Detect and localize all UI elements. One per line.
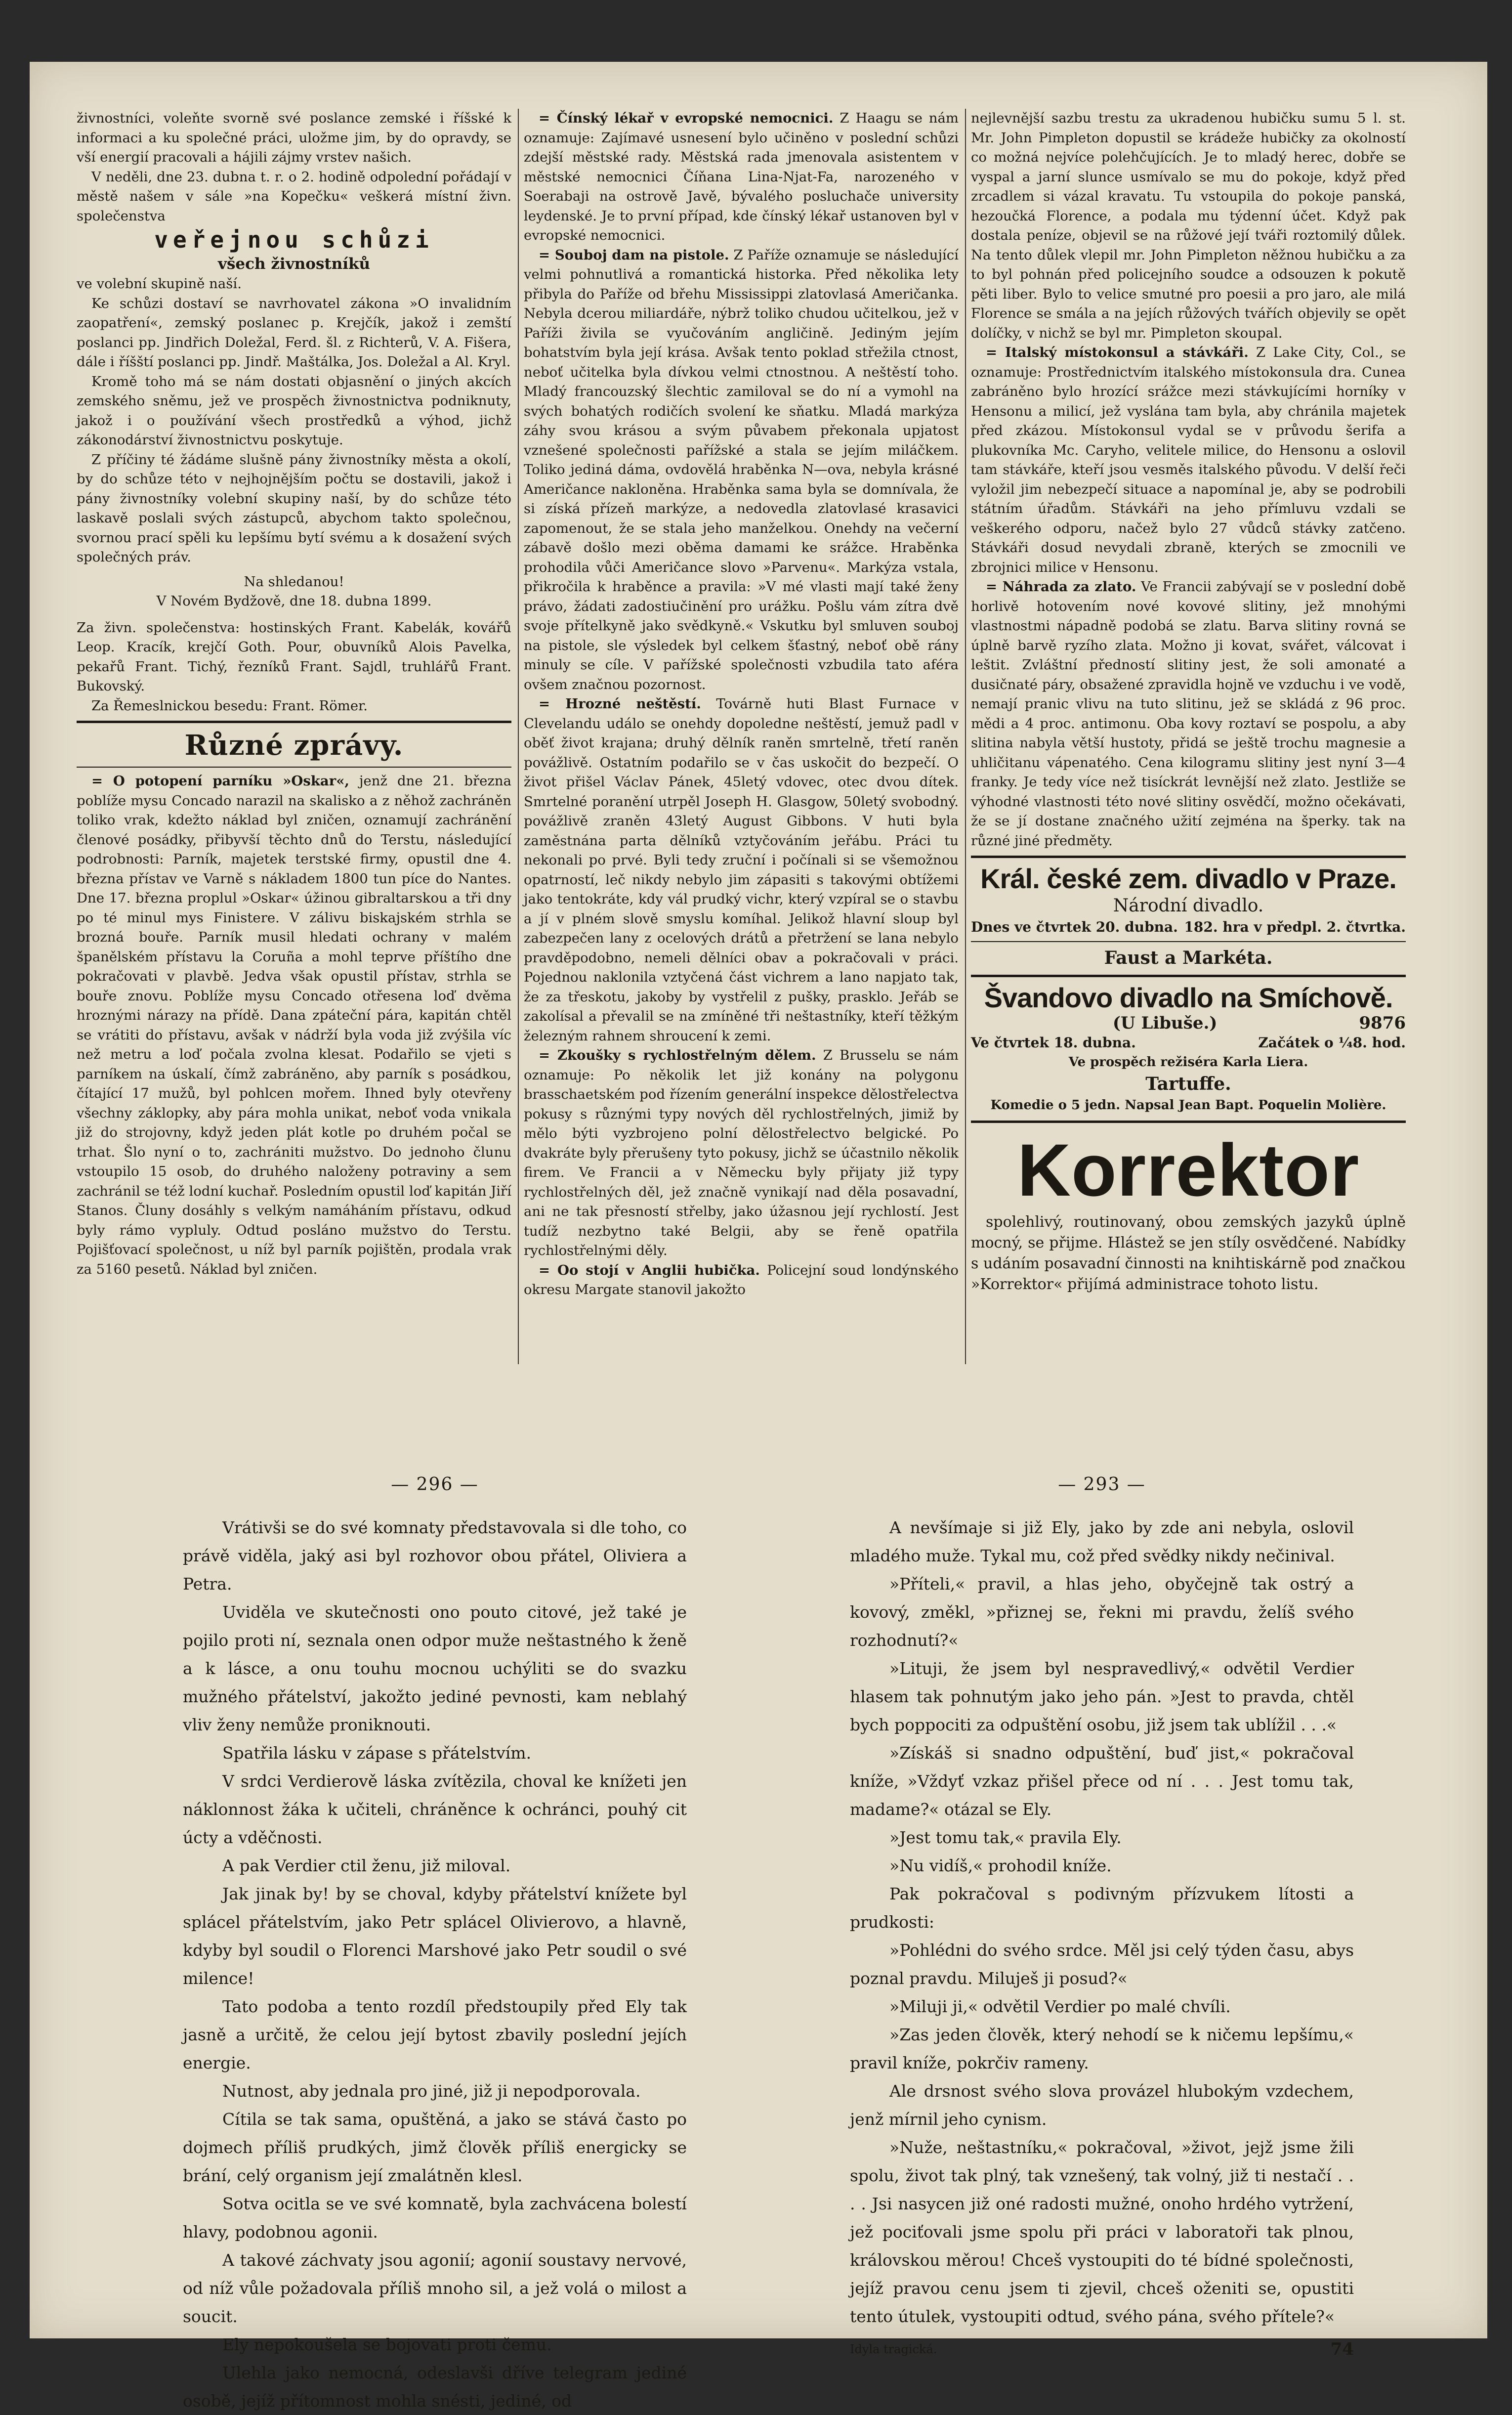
news-headline: = Souboj dam na pistole.: [539, 247, 729, 263]
ad-text: spolehlivý, routinovaný, obou zemských jazyků úplně mocný, se přijme. Hlástež se jen stíly osvědčené. Nabídky s udáním posavadní činnosti na knihtiskárně pod značkou »Korrektor« přijímá administrace tohoto listu.: [971, 1213, 1406, 1293]
novel-paragraph: Tato podoba a tento rozdíl předstoupily před Ely tak jasně a určitě, že celou její bytost zbavily poslední jejích energie.: [183, 1997, 687, 2072]
news-body: Z Brusselu se nám oznamuje: Po několik let již konány na polygonu brasschaetském pod řízením generální inspekce dělostřelectva pokusy s různými typy nových děl rychlostřelných, jimiž by mělo býti vyzbrojeno polní dělostřelectvo belgické. Po dvakráte byly přerušeny tyto pokusy, jichž se účastnilo několik firem. Ve Francii a v Německu byly přijaty již typy rychlostřelných děl, jež značně vynikají nad děla posavadní, ani ne tak přesností střelby, jako úžasnou její rychlostí. Jest tudíž nezbytno také Belgii, aby se řeně opatřila rychlostřelnými děly.: [524, 1047, 959, 1258]
right-column: [971, 109, 1406, 1359]
novel-paragraph: A nevšímaje si již Ely, jako by zde ani nebyla, oslovil mladého muže. Tykal mu, což před svědky nikdy nečinival.: [850, 1518, 1354, 1565]
novel-paragraph: »Nuže, neštastníku,« pokračoval, »život, jejž jsme žili spolu, život tak plný, tak vznešený, tak volný, již ti nestačí . . . . Jsi nasycen již oné radosti mužné, onoho hrdého vytržení, jež pociťovali jsme spolu při práci v laboratoři tak plnou, královskou měrou! Chceš vystoupiti do té bídné společnosti, jejíž pravou cenu jsem ti zjevil, chceš oženiti se, opustiti tento útulek, vystoupiti odtud, svého pána, svého přítele?«: [850, 2138, 1354, 2326]
theatre-info: 182. hra v předpl. 2. čtvrtka.: [1184, 919, 1406, 935]
signature-line: Za živn. společenstva: hostinských Frant. Kabelák, kovářů Leop. Kracík, krejčí Goth. Pour, obuvníků Alois Pavelka, pekařů Frant. Tichý, řezníků Frant. Sajdl, truhlářů Frant. Bukovský.: [77, 619, 511, 694]
novel-paragraph: Cítila se tak sama, opuštěná, a jako se stává často po dojmech příliš prudkých, jimž člověk příliš energicky se brání, celý organism její zmalátněn klesl.: [183, 2110, 687, 2185]
meeting-paragraph: Kromě toho má se nám dostati objasnění o jiných akcích zemského sněmu, jež ve prospěch živnostnictva podniknuty, jakož i o používání všech prostředků a výhod, jichž zákonodárství živnostnictvu poskytuje.: [77, 373, 511, 448]
news-body: Továrně huti Blast Furnace v Clevelandu událo se onehdy dopoledne neštěstí, jemuž padl v oběť život krajana; druhý dělník raněn smrtelně, třetí raněn povážlivě. Ostatním podařilo se v čas uskočit do bezpečí. O život přišel Václav Pánek, 45letý vdovec, otec dvou dítek. Smrtelné poranění utrpěl Joseph H. Glasgow, 50letý svobodný. povážlivě zraněn 43letý August Gibbons. V huti byla zaměstnána parta dělníků vztyčováním jeřábu. Práci tu nekonali po prvé. Byli tedy zruční i počínali si se všemožnou opatrností, leč nikdy nebylo jim zápasiti s takovými obtížemi jako tentokráte, kdy vál prudký vichr, který vzpíral se o stavbu a jí v plném slově smyslu komíhal. Jelikož hlavní sloup byl zabezpečen lany z ocelových drátů a přetržení se lana nebylo pravděpodobno, nemeli dělníci obav a pokračovali v práci. Pojednou naklonila vztyčená část vichrem a lano napjato tak, že za třeskotu, jakoby by vystřelil z pušky, prasklo. Jeřáb se zakolísal a převalil se na zmíněné tři neštastníky, kteří těžkým železným rahnem shroucení k zemi.: [524, 696, 959, 1044]
novel-paragraph: »Miluji ji,« odvětil Verdier po malé chvíli.: [889, 1997, 1231, 2016]
novel-paragraph: »Lituji, že jsem byl nespravedlivý,« odvětil Verdier hlasem tak pohnutým jako jeho pán. »Jest to pravda, chtěl bych popросiti za odpuštění osobu, již jsem tak ublížil . . .«: [850, 1659, 1354, 1734]
meeting-title: veřejnou schůzi: [154, 226, 434, 253]
novel-paragraph: Spatřila lásku v zápase s přátelstvím.: [222, 1743, 532, 1763]
theatre-number: 9876: [1359, 1013, 1406, 1033]
theatre-subtitle: Národní divadlo.: [1113, 896, 1264, 916]
middle-column: [524, 109, 959, 1359]
news-headline: = Zkoušky s rychlostřelným dělem.: [539, 1047, 816, 1063]
signature-line: Za Řemeslnickou besedu: Frant. Römer.: [91, 697, 368, 714]
newspaper-page: [30, 62, 1487, 2411]
novel-paragraph: »Příteli,« pravil, a hlas jeho, obyčejně tak ostrý a kovový, změkl, »přiznej se, řekni mi pravdu, želíš svého rozhodnutí?«: [850, 1574, 1354, 1650]
theatre-date: Ve čtvrtek 18. dubna.: [971, 1035, 1136, 1051]
divider: [77, 767, 511, 768]
theatre-date: Dnes ve čtvrtek 20. dubna.: [971, 919, 1178, 935]
play-title: Faust a Markéta.: [1104, 947, 1273, 968]
news-headline: = Hrozné neštěstí.: [539, 696, 701, 712]
divider: [971, 856, 1406, 858]
theatre-subtitle: (U Libuše.): [1112, 1013, 1218, 1033]
theatre-title: Král. české zem. divadlo v Praze.: [980, 863, 1396, 894]
novel-paragraph: »Zas jeden člověk, který nehodí se k ničemu lepšímu,« pravil kníže, pokrčiv rameny.: [850, 2025, 1354, 2072]
meeting-subtitle: všech živnostníků: [217, 255, 371, 273]
ad-headline: Korrektor: [1017, 1128, 1360, 1211]
news-headline: = Italský místokonsul a stávkáři.: [986, 345, 1249, 360]
novel-paragraph: A takové záchvaty jsou agonií; agonií soustavy nervové, od níž vůle požadovala příliš mnoho sil, a jež volá o milost a soucit.: [183, 2250, 687, 2326]
divider: [77, 721, 511, 723]
news-body: Z Haagu se nám oznamuje: Zajímavé usnesení bylo učiněno v poslední schůzi zdejší městské rady. Městská rada jmenovala asistentem v městské nemocnici Číňana Lina-Njat-Fa, narozeného v Soerabaji na ostrově Javě, bývalého posluchače university leydenské. Je to první případ, kde čínský lékař ustanoven byl v evropské nemocnici.: [524, 110, 959, 243]
novel-paragraph: »Nu vidíš,« prohodil kníže.: [889, 1856, 1112, 1875]
novel-paragraph: Uviděla ve skutečnosti ono pouto citové, jež také je pojilo proti ní, seznala onen odpor muže neštastného k ženě a k lásce, a onu touhu mocnou uchýliti se do svazku mužného přátelství, jakožto jediné pevnosti, kam neblahý vliv ženy nemůže proniknouti.: [183, 1602, 687, 1734]
play-title: Tartuffe.: [1145, 1074, 1231, 1094]
play-description: Komedie o 5 jedn. Napsal Jean Bapt. Poquelin Molière.: [990, 1098, 1386, 1113]
column-rule: [965, 109, 966, 1364]
novel-paragraph: Pak pokračoval s podivným přízvukem lítosti a prudkosti:: [850, 1884, 1354, 1932]
novel-paragraph: Vrátivši se do své komnaty představovala si dle toho, co právě viděla, jaký asi byl rozhovor obou přátel, Oliviera a Petra.: [183, 1518, 687, 1594]
news-headline: = Čínský lékař v evropské nemocnici.: [539, 110, 834, 126]
greeting: Na shledanou!: [244, 573, 344, 590]
left-column: [77, 109, 511, 1359]
news-body: Z Paříže oznamuje se následující velmi pohnutlivá a romantická historka. Před několika lety přibyla do Paříže od břehu Mississippi zlatovlasá Američanka. Nebyla dcerou miliardáře, nýbrž toliko chudou učitelkou, jež v Paříži živila se vyučováním angličině. Jediným jejím bohatstvím byla její krása. Avšak tento poklad střežila ctnost, neboť učitelka byla dívkou velmi ctnostnou. A neštěstí toho. Mladý francouzský šlechtic zamiloval se do ní a vymohl na svých bohatých rodičích svolení ke sňatku. Mladá markýza záhy svou krásou a svým půvabem překonala upjatost vznešené společnosti pařížské a stala se jejím miláčkem. Toliko jediná dáma, ovdovělá hraběnka N—ova, nebyla krásné Američance nakloněna. Hraběnka sama byla se domnívala, že si získá přízeň markýze, a nedovedla zlatovlasé krasavici zapomenout, že se stala jeho manželkou. Onehdy na večerní zábavě došlo mezi oběma damami ke srážce. Hraběnka prohodila vůči Američance slovo »Parvenu«. Markýza vstala, přikročila k hraběnce a pravila: »V mé vlasti mají také ženy právo, žádati zadostiučinění pro urážku. Pošlu vám zítra dvě svoje přítelkyně jako svědkyně.« Vskutku byl smluven souboj na pistole, sle výsledek byl celkem šťastný, neboť obě rány minuly se cíle. V pařížské společnosti vzbudila tato aféra ovšem značnou pozornost.: [524, 247, 959, 692]
novel-paragraph: Ulehla jako nemocná, odeslavši dříve telegram jediné osobě, jejíž přítomnost mohla snésti, jediné, od: [183, 2363, 687, 2411]
novel-paragraph: V srdci Verdierově láska zvítězila, choval ke knížeti jen náklonnost žáka k učiteli, chráněnce k ochránci, pouhý cit úcty a vděčnosti.: [183, 1771, 687, 1847]
divider: [971, 941, 1406, 942]
meeting-paragraph: Ke schůzi dostaví se navrhovatel zákona »O invalidním zaopatření«, zemský poslanec p. Krejčík, jakož i zemští poslanci pp. Jindřich Doležal, Ferd. šl. z Richterů, V. A. Fišera, dále i říšští poslanci pp. Jindř. Maštálka, Jos. Doležal a Al. Kryl.: [77, 295, 511, 370]
theatre-benefit: Ve prospěch režiséra Karla Liera.: [1068, 1054, 1308, 1070]
novel-paragraph: »Pohlédni do svého srdce. Měl jsi celý týden času, abys poznal pravdu. Miluješ ji posud?«: [850, 1941, 1354, 1988]
news-body: Policejní soud londýnského okresu Margate stanovil jakožto: [524, 1262, 959, 1297]
date-line: V Novém Bydžově, dne 18. dubna 1899.: [156, 593, 432, 609]
novel-page-left: [183, 1470, 687, 2411]
news-continuation: nejlevnější sazbu trestu za ukradenou hubičku sumu 5 l. st. Mr. John Pimpleton dopustil se krádeže hubičky za okolností co možná nejvíce polehčujících. Je to mladý herec, dobře se vyspal a jarní slunce usmívalo se mu do pokoje, když před zrcadlem si vázal kravatu. Tu vstoupila do pokoje panská, hezoučká Florence, a podala mu týdenní účet. Když pak dostala peníze, objevil se na růžové její tváři roztomilý důlek. Na tento důlek vlepil mr. John Pimpleton něžnou hubičku a za to byl pohnán před policejního soudce a odsouzen k pokutě pěti liber. Bylo to velice smutné pro poesii a pro jaro, ale milá Florence se smála a na jejích růžových tvářích objevily se opět dolíčky, v nichž se byl mr. Pimpleton skoupal.: [971, 110, 1406, 341]
novel-paragraph: Ely nepokoušela se bojovati proti čemu.: [222, 2335, 552, 2354]
novel-paragraph: »Získáš si snadno odpuštění, buď jist,« pokračoval kníže, »Vždyť vzkaz přišel přece od ní . . . Jest tomu tak, madame?« otázal se Ely.: [850, 1743, 1354, 1819]
divider: [971, 975, 1406, 977]
divider: [971, 1121, 1406, 1123]
signature-number: 74: [1330, 2339, 1354, 2359]
column-rule: [518, 109, 519, 1364]
news-body: jenž dne 21. března poblíže mysu Concado narazil na skalisko a z něhož zachráněn toliko vrak, kdežto náklad byl zničen, oznamují zachránění členové posádky, přibyvší těchto dnů do Terstu, následující podrobnosti: Parník, majetek terstské firmy, opustil dne 4. března přístav ve Varně s nákladem 1800 tun píce do Nantes. Dne 17. března proplul »Oskar« úžinou gibraltarskou a tři dny po té minul mys Finistere. V zálivu biskajském strhla se brozná bouře. Parník musil hledati ochrany v malém španělském přístavu la Coruña a mohl teprve příštího dne pokračovati v plavbě. Jedva však opustil přístav, strhla se bouře znovu. Poblíže mysu Concado otřesena loď dvěma hroznými nárazy na přídě. Dana zpáteční pára, kapitán chtěl se vrátiti do přístavu, avšak v nádrží byla voda již zvýšila víc než metru a loď počala zvolna klesat. Podařilo se vjeti s parníkem na úskalí, čímž zabráněno, aby parník s posádkou, čítající 17 mužů, byl pohlcen mořem. Ihned byly otevřeny všechny záklopky, aby pára mohla unikat, neboť voda vnikala již do strojovny, když jeden plát kotle po druhém počal se trhat. Šlo nyní o to, zachrániti mužstvo. Do jednoho člunu vstoupilo 15 osob, do druhého naloženy potraviny a sem zachránil se též lodní kuchař. Posledním opustil loď kapitán Jiří Stanos. Čluny dosáhly s velkým namáháním přístavu, odkud byly rámo vypluly. Odtud posláno mužstvo do Terstu. Pojišťovací společnost, u níž byl parník pojištěn, prodala vrak za 5160 pesetů. Náklad byl zničen.: [77, 773, 511, 1277]
novel-paragraph: »Jest tomu tak,« pravila Ely.: [889, 1828, 1122, 1847]
novel-paragraph: Nutnost, aby jednala pro jiné, již ji nepodporovala.: [222, 2081, 641, 2101]
theatre-time: Začátek o ¼8. hod.: [1258, 1035, 1406, 1051]
theatre-title: Švandovo divadlo na Smíchově.: [984, 982, 1393, 1013]
page-footer: [850, 2335, 1354, 2364]
news-headline: = Oo stojí v Anglii hubička.: [539, 1262, 760, 1278]
news-headline: = Náhrada za zlato.: [986, 579, 1136, 595]
intro-paragraph-1: živnostníci, voleňte svorně své poslance zemské i říšské k informaci a ku společné práci, uložme jim, by do opravdy, se vší energií pracovali a hájili zájmy vrstev našich.: [77, 110, 511, 165]
novel-paragraph: Ale drsnost svého slova provázel hlubokým vzdechem, jenž mírnil jeho cynism.: [850, 2081, 1354, 2129]
intro-paragraph-2: V neděli, dne 23. dubna t. r. o 2. hodině odpolední pořádají v městě našem v sále »na Kopečku« veškerá místní živn. společenstva: [77, 169, 511, 224]
novel-page-right: [850, 1470, 1354, 2359]
running-footer: Idyla tragická.: [850, 2342, 937, 2356]
page-number: — 296 —: [391, 1474, 479, 1495]
novel-paragraph: Sotva ocitla se ve své komnatě, byla zachvácena bolestí hlavy, podobnou agonii.: [183, 2194, 687, 2242]
page-number: — 293 —: [1058, 1474, 1146, 1495]
novel-paragraph: A pak Verdier ctil ženu, již miloval.: [222, 1856, 511, 1875]
news-headline: = O potopení parníku »Oskar«,: [91, 773, 349, 789]
news-body: Ve Francii zabývají se v poslední době horlivě hotovením nové kovové slitiny, jež mnohými vlastnostmi nápadně podobá se zlatu. Barva slitiny rovná se úplně barvě ryzího zlata. Možno ji kovat, svářet, válcovat i leštit. Zvláštní předností slitiny jest, že soli amonaté a dusičnaté páry, obsažené zpravidla hojně ve vzduchu i ve vodě, nemají pranic vlivu na tuto slitinu, jež se skládá z 96 proc. mědi a 4 proc. antimonu. Oba kovy roztaví se pospolu, a aby slitina nabyla větší hustoty, přidá se ještě trochu magnesie a uhličitanu vápenatého. Cena kilogramu slitiny jest nyní 3—4 franky. Je tedy více než tisíckrát levnější než zlato. Jestliže se výhodné vlastnosti této nové slitiny osvědčí, možno očekávati, že se jí dostane značného užití zejména na šperky. tak na různé jiné předměty.: [971, 579, 1406, 849]
novel-paragraph: Jak jinak by! by se choval, kdyby přátelství knížete byl splácel přátelstvím, jako Petr splácel Olivierovo, a hlavně, kdyby byl soudil o Florenci Marshové jako Petr soudil o své milence!: [183, 1884, 687, 1988]
meeting-paragraph: Z příčiny té žádáme slušně pány živnostníky města a okolí, by do schůze této v nejhojnějším počtu se dostavili, jakož i pány živnostníky volební skupiny naší, by do schůze této laskavě poslali svých zástupců, abychom takto společnou, svornou prací spěli ku lepšímu bytí svému a k dosažení svých společných práv.: [77, 451, 511, 565]
news-body: Z Lake City, Col., se oznamuje: Prostřednictvím italského místokonsula dra. Cunea zabráněno bylo hrozící srážce mezi stávkujícími horníky v Hensonu a milicí, jež vyslána tam byla, aby chránila majetek před zkázou. Místokonsul vydal se v průvodu šerifa a plukovníka Mc. Caryho, velitele milice, do Hensonu a oslovil tam stávkáře, kteří jsou vesměs italského původu. V delší řeči vyložil jim nebezpečí situace a napomínal je, aby se podrobili státním úřadům. Stávkáři na jeho přímluvu vzdali se veškerého odporu, načež bylo 27 vůdců stávky zatčeno. Stávkáři dosud nevydali zbraně, kterých se zmocnili ve zbrojnici milice v Hensonu.: [971, 345, 1406, 575]
section-title: Různé zprávy.: [184, 729, 404, 762]
meeting-paragraph: ve volební skupině naší.: [77, 276, 242, 292]
